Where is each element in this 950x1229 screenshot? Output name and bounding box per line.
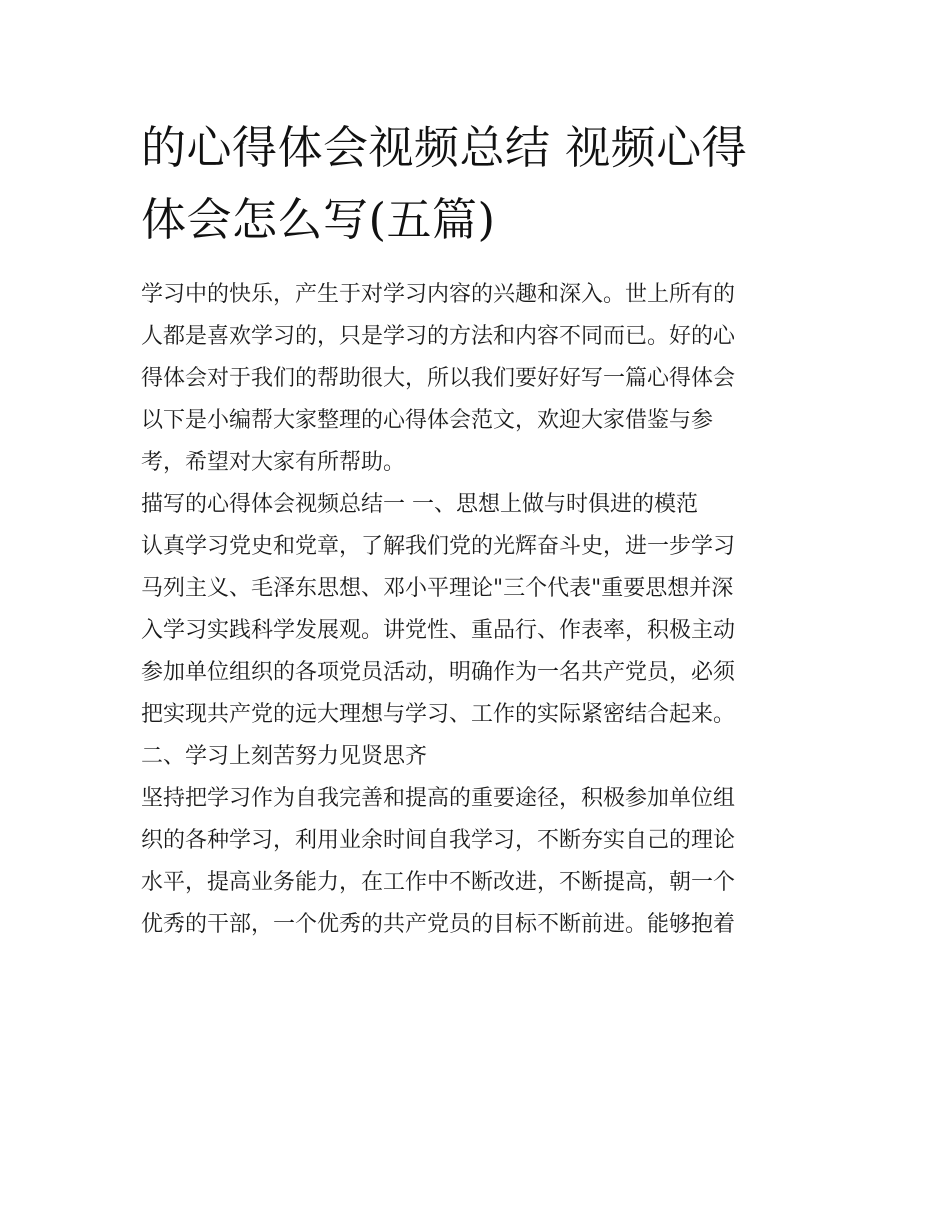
body-line: 坚持把学习作为自我完善和提高的重要途径，积极参加单位组	[141, 786, 736, 811]
body-line: 以下是小编帮大家整理的心得体会范文，欢迎大家借鉴与参	[141, 408, 714, 433]
document-title	[141, 112, 813, 256]
section-heading-1: 描写的心得体会视频总结一 一、思想上做与时俱进的模范	[141, 492, 698, 517]
body-line: 织的各种学习，利用业余时间自我学习，不断夯实自己的理论	[141, 828, 736, 853]
section-heading-2: 二、学习上刻苦努力见贤思齐	[141, 744, 428, 769]
body-line: 考，希望对大家有所帮助。	[141, 450, 406, 475]
body-line: 水平，提高业务能力，在工作中不断改进，不断提高，朝一个	[141, 870, 736, 895]
body-line: 入学习实践科学发展观。讲党性、重品行、作表率，积极主动	[141, 618, 736, 643]
body-line: 学习中的快乐，产生于对学习内容的兴趣和深入。世上所有的	[141, 282, 736, 307]
document-body	[141, 274, 813, 946]
body-line: 马列主义、毛泽东思想、邓小平理论"三个代表"重要思想并深	[141, 576, 734, 601]
body-line: 认真学习党史和党章，了解我们党的光辉奋斗史，进一步学习	[141, 534, 736, 559]
body-line: 优秀的干部，一个优秀的共产党员的目标不断前进。能够抱着	[141, 912, 736, 937]
document-page	[141, 112, 813, 946]
body-line: 人都是喜欢学习的，只是学习的方法和内容不同而已。好的心	[141, 324, 736, 349]
body-line: 参加单位组织的各项党员活动，明确作为一名共产党员，必须	[141, 660, 736, 685]
title-line-1: 的心得体会视频总结 视频心得	[141, 121, 748, 174]
body-line: 得体会对于我们的帮助很大，所以我们要好好写一篇心得体会	[141, 366, 736, 391]
body-line: 把实现共产党的远大理想与学习、工作的实际紧密结合起来。	[141, 702, 736, 727]
title-line-2: 体会怎么写(五篇)	[141, 193, 496, 246]
